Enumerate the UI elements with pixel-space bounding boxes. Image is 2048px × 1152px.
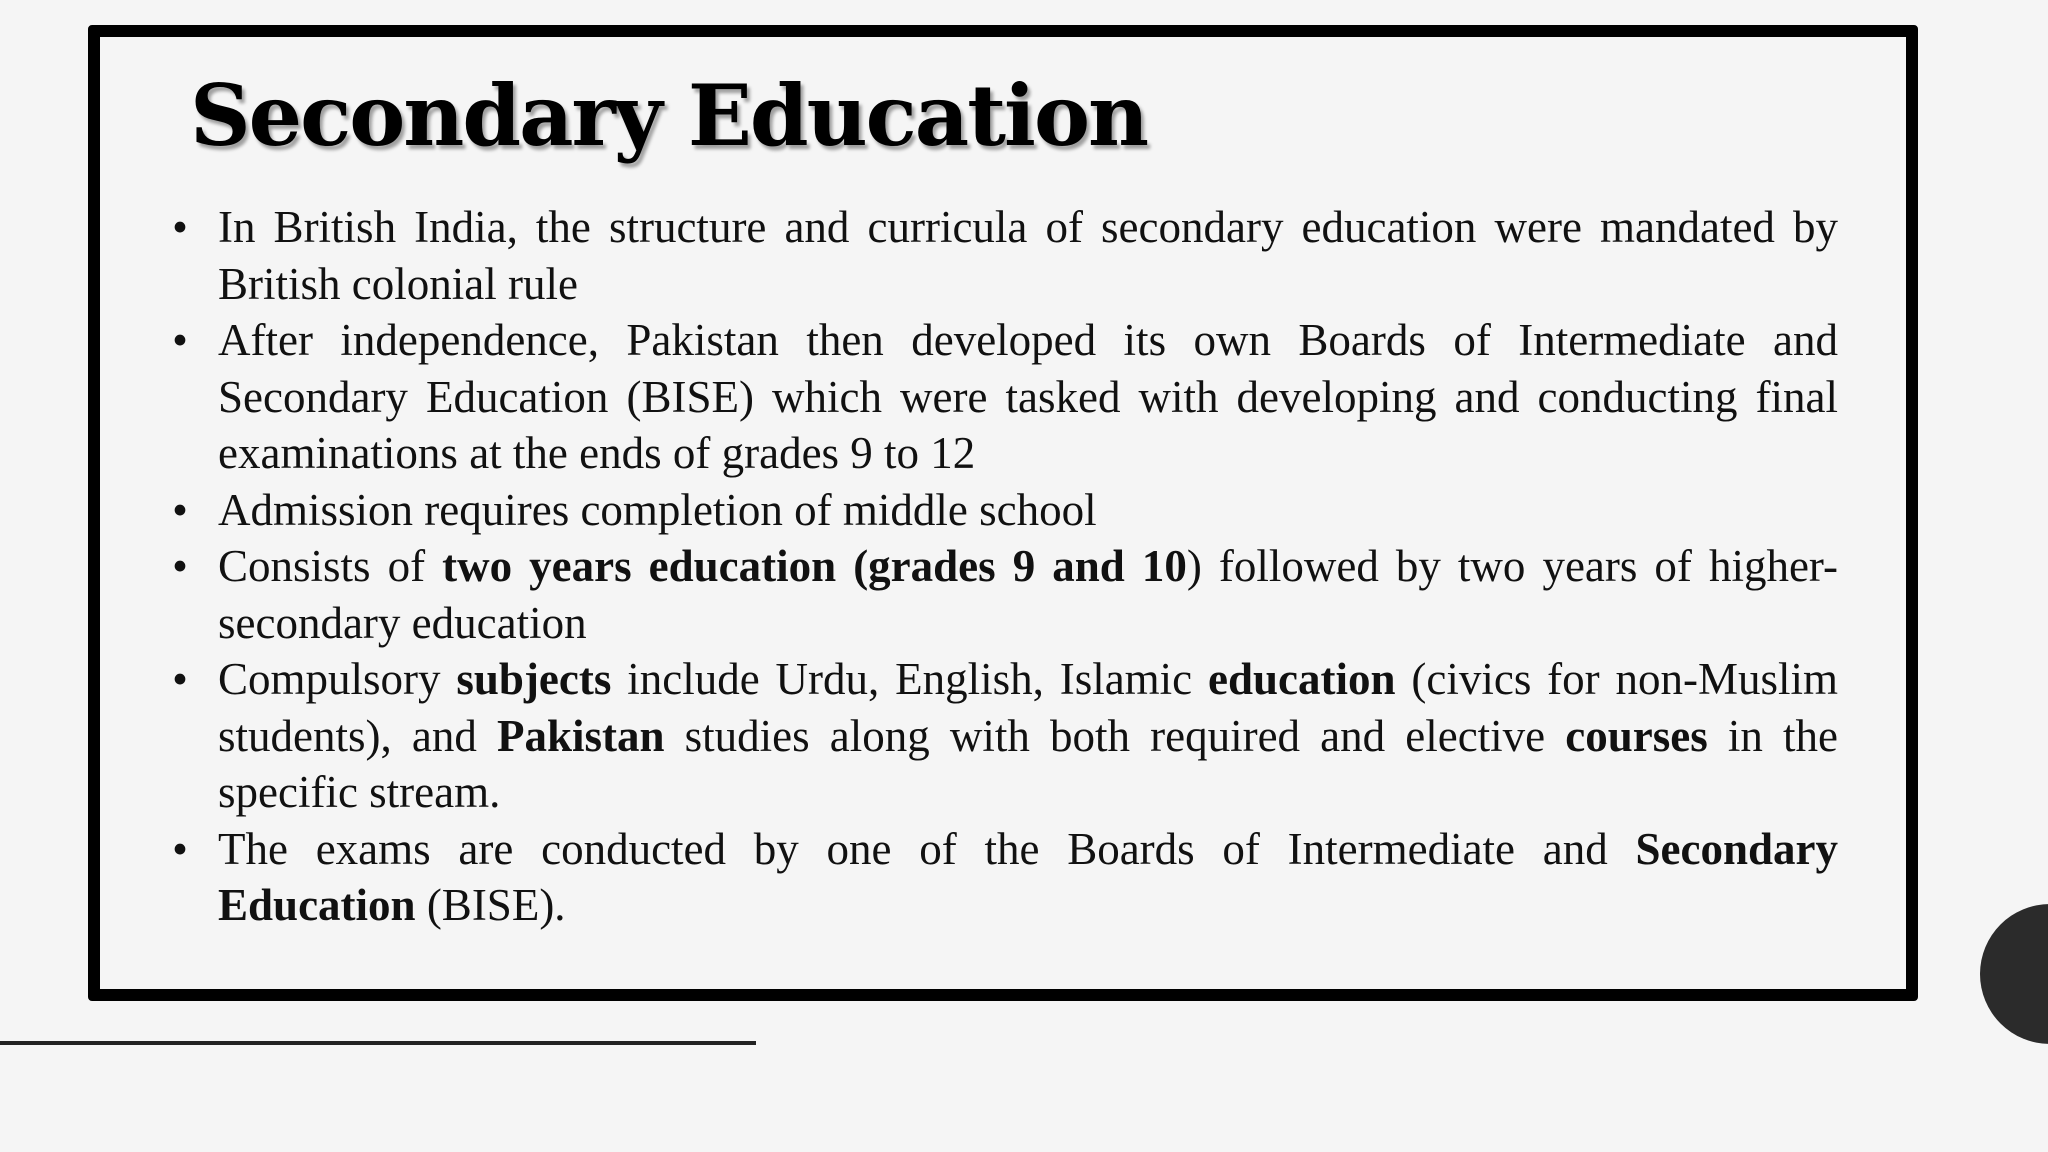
bullet-bold-text: Pakistan [496, 710, 665, 761]
bullet-bold-text: education [1208, 654, 1396, 704]
bullet-icon: • [172, 484, 188, 535]
bullet-text: After independence, Pakistan then developed its own Boards of Intermediate and Secondary Education (BISE) which were tasked with developing and conducting final examinations at the ends of grades 9 to 12 [218, 315, 1838, 478]
bullet-bold-text: courses [1565, 710, 1708, 761]
bullet-text: The exams are conducted by one of the Boards of Intermediate and [218, 823, 1636, 874]
bullet-item [170, 651, 1838, 821]
bullet-text: ) followed by two years of higher-secondary education [218, 541, 1838, 648]
bullet-bold-text: Secondary Education [218, 823, 1838, 930]
bullet-icon: • [172, 654, 188, 704]
bullet-text: studies along with both required and elective [664, 710, 1566, 761]
bullet-item [170, 482, 1838, 539]
slide-title: Secondary Education [190, 66, 1148, 165]
bullet-item [170, 538, 1838, 651]
bullet-text: (civics for non-Muslim students), and [218, 654, 1839, 761]
bullet-bold-text: two years education (grades 9 and 10 [442, 541, 1187, 591]
bullet-bold-text: subjects [456, 654, 612, 704]
bullet-text: in the specific stream. [218, 710, 1838, 817]
bullet-icon: • [172, 541, 188, 591]
bullet-icon: • [172, 202, 188, 252]
bullet-text: include Urdu, English, Islamic [611, 654, 1209, 704]
decorative-circle [1980, 904, 2048, 1044]
decorative-rule [0, 1041, 756, 1045]
bullet-text: Admission requires completion of middle school [218, 484, 1097, 535]
bullet-text: In British India, the structure and curricula of secondary education were mandated by British colonial rule [218, 202, 1838, 309]
bullet-list [170, 199, 1838, 934]
bullet-item [170, 821, 1838, 934]
bullet-icon: • [172, 823, 188, 874]
bullet-text: (BISE). [415, 880, 566, 930]
bullet-item [170, 312, 1838, 482]
bullet-text: Consists of [218, 541, 443, 591]
bullet-icon: • [172, 315, 188, 365]
bullet-item [170, 199, 1838, 312]
bullet-text: Compulsory [218, 654, 457, 704]
